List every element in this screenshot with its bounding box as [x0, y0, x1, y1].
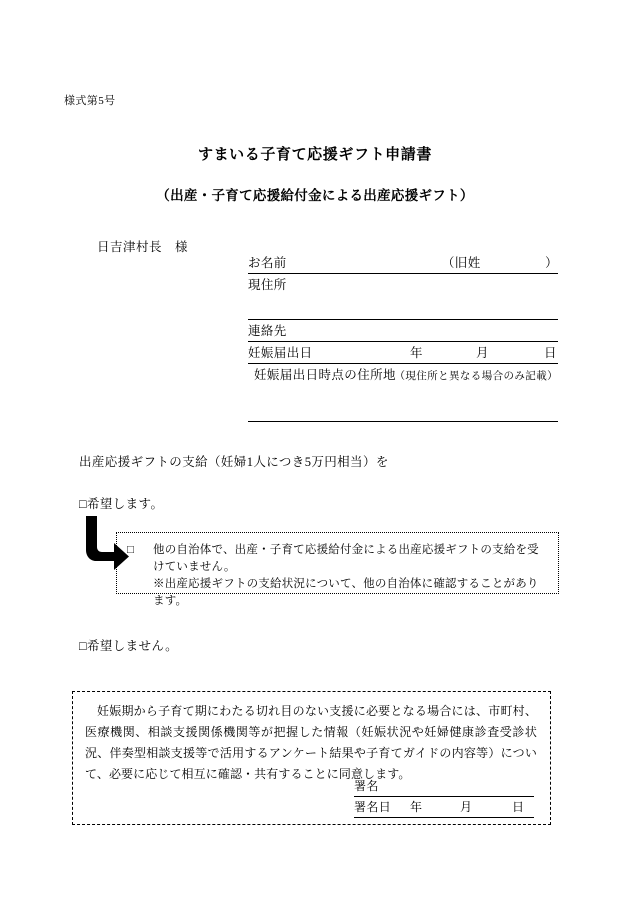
day-label: 日	[544, 346, 557, 360]
signature-block	[354, 776, 534, 818]
current-address-label-row	[248, 274, 558, 295]
signature-year-label: 年	[410, 800, 423, 814]
current-address-write-space[interactable]	[248, 295, 558, 320]
name-field-row[interactable]	[248, 252, 558, 274]
pregnancy-report-date-label: 妊娠届出日	[248, 346, 313, 360]
former-name-label: （旧姓 ）	[441, 256, 558, 270]
confirmation-note: ※出産応援ギフトの支給状況について、他の自治体に確認することがあります。	[153, 578, 539, 607]
report-date-address-label-row	[248, 364, 558, 385]
year-label: 年	[410, 346, 423, 360]
applicant-field-block	[248, 252, 558, 422]
signature-field-row[interactable]	[354, 776, 534, 797]
addressee-label: 日吉津村長 様	[97, 240, 189, 254]
report-date-address-gap	[248, 385, 558, 397]
option-decline-gift[interactable]: □希望しません。	[79, 639, 179, 653]
gift-statement: 出産応援ギフトの支給（妊婦1人につき5万円相当）を	[79, 455, 389, 469]
signature-label: 署名	[354, 779, 379, 793]
signature-date-label: 署名日	[354, 800, 392, 814]
contact-field-row[interactable]	[248, 320, 558, 342]
pregnancy-report-date-row[interactable]	[248, 342, 558, 364]
confirmation-text: 他の自治体で、出産・子育て応援給付金による出産応援ギフトの支給を受けていません。	[153, 544, 539, 573]
signature-date-field-row[interactable]	[354, 797, 534, 818]
page-subtitle: （出産・子育て応援給付金による出産応援ギフト）	[156, 188, 474, 203]
page-title: すまいる子育て応援ギフト申請書	[197, 147, 432, 163]
consent-text: 妊娠期から子育て期にわたる切れ目のない支援に必要となる場合には、市町村、医療機関、相談支援関係機関等が把握した情報（妊娠状況や妊婦健康診査受診状況、伴奏型相談支援等で活用するアンケート結果や子育てガイドの内容等）について、必要に応じて相互に確認・共有することに同意します。	[85, 704, 537, 781]
name-label: お名前	[248, 256, 287, 270]
signature-month-label: 月	[460, 800, 473, 814]
option-accept-gift[interactable]: □希望します。	[79, 497, 164, 511]
month-label: 月	[476, 346, 489, 360]
form-code: 様式第5号	[64, 95, 116, 107]
report-date-address-note: （現住所と異なる場合のみ記載）	[394, 371, 558, 382]
confirmation-checkbox[interactable]: □	[127, 544, 135, 556]
confirmation-box-inner	[117, 533, 558, 610]
signature-day-label: 日	[512, 800, 525, 814]
confirmation-box	[116, 532, 559, 607]
report-date-address-label: 妊娠届出日時点の住所地	[254, 368, 396, 382]
consent-box	[72, 691, 551, 825]
contact-label: 連絡先	[248, 324, 287, 338]
current-address-label: 現住所	[248, 278, 287, 292]
report-date-address-write-space[interactable]	[248, 397, 558, 422]
